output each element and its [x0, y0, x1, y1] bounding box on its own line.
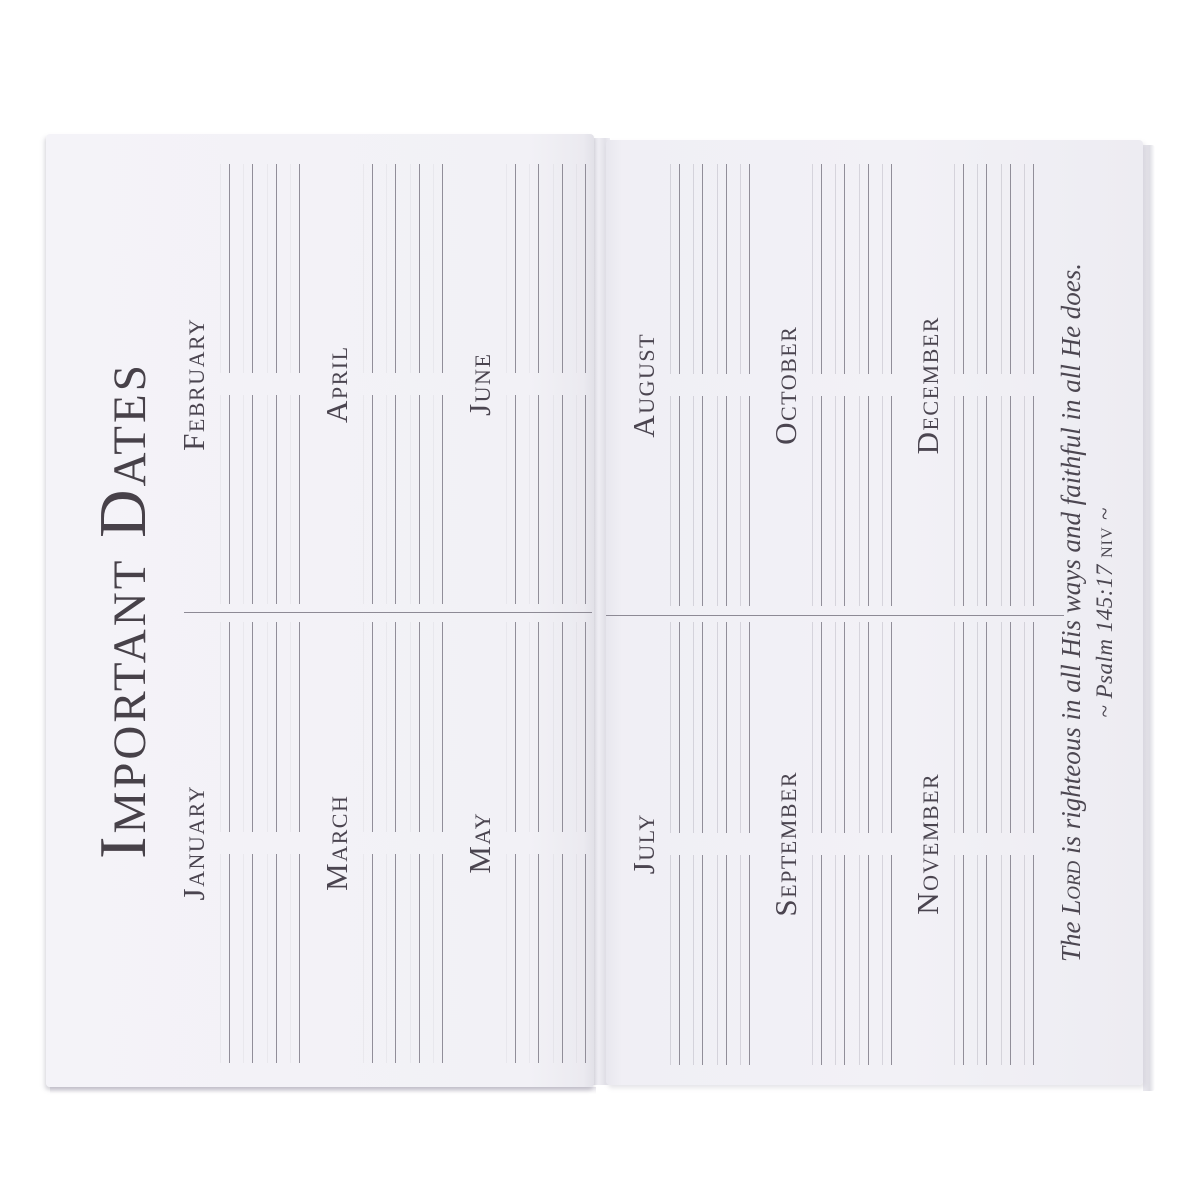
month-lines — [798, 164, 892, 607]
writing-line-row — [563, 623, 587, 1064]
month-label: July — [626, 813, 661, 875]
writing-line-row — [987, 164, 1011, 607]
writing-line-row — [253, 623, 277, 1064]
writing-line-row — [396, 623, 420, 1064]
month-label: June — [462, 352, 497, 416]
month-lines — [656, 164, 750, 607]
writing-line-segment — [276, 623, 277, 832]
writing-line-segment — [395, 395, 396, 604]
writing-line-segment — [1033, 164, 1034, 374]
writing-line-segment — [562, 395, 563, 604]
writing-line-segment — [419, 164, 420, 373]
writing-line-row — [964, 164, 988, 607]
month-block — [319, 164, 443, 605]
page-title: Important Dates — [86, 362, 160, 859]
writing-line-row — [277, 164, 301, 605]
writing-line-segment — [749, 855, 750, 1065]
writing-line-row — [822, 164, 846, 607]
writing-line-segment — [562, 854, 563, 1063]
writing-line-segment — [299, 395, 300, 604]
writing-line-row — [516, 164, 540, 605]
writing-line-segment — [372, 854, 373, 1063]
left-page — [46, 134, 594, 1087]
writing-line-segment — [821, 164, 822, 374]
left-months-grid — [176, 164, 611, 1063]
writing-line-row — [373, 623, 397, 1064]
writing-line-segment — [1033, 396, 1034, 606]
month-column — [176, 623, 611, 1064]
writing-line-segment — [702, 855, 703, 1065]
writing-line-segment — [515, 164, 516, 373]
verse-lord-smallcaps: Lord — [1056, 860, 1086, 915]
writing-line-row — [539, 623, 563, 1064]
writing-line-row — [1011, 623, 1035, 1066]
writing-line-segment — [821, 623, 822, 833]
writing-line-row — [703, 623, 727, 1066]
month-block — [910, 164, 1034, 607]
left-page-content — [46, 134, 594, 1087]
writing-line-segment — [679, 855, 680, 1065]
right-months-grid — [626, 164, 1058, 1065]
month-block — [768, 623, 892, 1066]
writing-line-segment — [963, 623, 964, 833]
writing-line-segment — [702, 623, 703, 833]
writing-line-segment — [276, 395, 277, 604]
writing-line-segment — [868, 855, 869, 1065]
writing-line-segment — [963, 855, 964, 1065]
right-page — [606, 140, 1143, 1085]
writing-line-segment — [252, 623, 253, 832]
writing-line-segment — [515, 623, 516, 832]
writing-line-segment — [726, 623, 727, 833]
writing-line-row — [373, 164, 397, 605]
writing-line-row — [703, 164, 727, 607]
writing-line-segment — [891, 855, 892, 1065]
writing-line-segment — [299, 164, 300, 373]
writing-line-segment — [299, 623, 300, 832]
month-block — [626, 623, 750, 1066]
month-label: December — [910, 316, 945, 455]
month-label: September — [768, 770, 803, 917]
month-label: April — [319, 345, 354, 424]
column-divider — [184, 612, 592, 613]
writing-line-segment — [821, 855, 822, 1065]
month-lines — [349, 623, 443, 1064]
writing-line-segment — [299, 854, 300, 1063]
writing-line-segment — [276, 164, 277, 373]
writing-line-row — [230, 164, 254, 605]
writing-line-segment — [749, 164, 750, 374]
writing-line-segment — [442, 164, 443, 373]
writing-line-segment — [986, 164, 987, 374]
verse-reference-text: ~ Psalm 145:17 — [1092, 557, 1118, 718]
writing-line-row — [563, 164, 587, 605]
month-column — [626, 623, 1058, 1066]
right-page-content — [606, 140, 1143, 1085]
writing-line-segment — [868, 164, 869, 374]
writing-line-row — [727, 164, 751, 607]
writing-line-segment — [585, 623, 586, 832]
month-label: November — [910, 772, 945, 915]
verse-line — [1055, 140, 1087, 1085]
writing-line-segment — [442, 623, 443, 832]
writing-line-segment — [1010, 623, 1011, 833]
writing-line-segment — [749, 623, 750, 833]
writing-line-segment — [229, 623, 230, 832]
page-stack-edge — [1143, 145, 1155, 1091]
writing-line-segment — [276, 854, 277, 1063]
writing-line-segment — [679, 164, 680, 374]
month-block — [319, 623, 443, 1064]
month-block — [462, 164, 586, 605]
month-block — [626, 164, 750, 607]
month-block — [176, 164, 300, 605]
writing-line-segment — [1033, 623, 1034, 833]
writing-line-segment — [891, 164, 892, 374]
month-lines — [940, 164, 1034, 607]
column-divider — [606, 615, 1064, 616]
writing-line-segment — [986, 855, 987, 1065]
verse-text: is righteous in all His ways and faithful in all He does. — [1056, 262, 1086, 861]
writing-line-row — [845, 164, 869, 607]
month-label: February — [176, 317, 211, 451]
writing-line-segment — [229, 395, 230, 604]
writing-line-segment — [821, 396, 822, 606]
writing-line-segment — [963, 164, 964, 374]
writing-line-segment — [395, 164, 396, 373]
writing-line-segment — [986, 623, 987, 833]
month-lines — [206, 164, 300, 605]
writing-line-segment — [1010, 855, 1011, 1065]
month-lines — [492, 623, 586, 1064]
writing-line-segment — [562, 164, 563, 373]
writing-line-segment — [419, 854, 420, 1063]
writing-line-segment — [963, 396, 964, 606]
writing-line-segment — [1033, 855, 1034, 1065]
writing-line-segment — [1010, 396, 1011, 606]
writing-line-segment — [538, 854, 539, 1063]
month-column — [626, 164, 1058, 607]
verse-reference — [1091, 140, 1119, 1085]
writing-line-segment — [538, 164, 539, 373]
writing-line-segment — [515, 395, 516, 604]
bible-version: niv — [1092, 526, 1118, 558]
writing-line-segment — [891, 396, 892, 606]
writing-line-row — [1011, 164, 1035, 607]
writing-line-segment — [585, 164, 586, 373]
writing-line-segment — [844, 396, 845, 606]
writing-line-segment — [585, 854, 586, 1063]
writing-line-segment — [395, 623, 396, 832]
month-column — [176, 164, 611, 605]
month-lines — [656, 623, 750, 1066]
writing-line-segment — [868, 396, 869, 606]
writing-line-segment — [986, 396, 987, 606]
month-block — [768, 164, 892, 607]
month-block — [462, 623, 586, 1064]
writing-line-row — [420, 623, 444, 1064]
writing-line-segment — [538, 623, 539, 832]
writing-line-row — [516, 623, 540, 1064]
scripture-verse — [1055, 140, 1119, 1085]
writing-line-segment — [702, 164, 703, 374]
writing-line-segment — [372, 395, 373, 604]
writing-line-row — [420, 164, 444, 605]
writing-line-segment — [891, 623, 892, 833]
month-lines — [940, 623, 1034, 1066]
writing-line-segment — [419, 623, 420, 832]
writing-line-row — [822, 623, 846, 1066]
writing-line-segment — [562, 623, 563, 832]
writing-line-segment — [252, 854, 253, 1063]
writing-line-segment — [229, 164, 230, 373]
writing-line-row — [680, 164, 704, 607]
month-label: August — [626, 332, 661, 438]
writing-line-segment — [726, 164, 727, 374]
writing-line-segment — [538, 395, 539, 604]
month-block — [176, 623, 300, 1064]
writing-line-segment — [585, 395, 586, 604]
writing-line-row — [869, 164, 893, 607]
writing-line-segment — [679, 623, 680, 833]
writing-line-row — [727, 623, 751, 1066]
writing-line-segment — [372, 623, 373, 832]
month-label: May — [462, 811, 497, 874]
writing-line-segment — [229, 854, 230, 1063]
writing-line-row — [230, 623, 254, 1064]
month-label: October — [768, 325, 803, 445]
month-label: January — [176, 785, 211, 901]
writing-line-row — [253, 164, 277, 605]
month-lines — [206, 623, 300, 1064]
writing-line-segment — [395, 854, 396, 1063]
writing-line-segment — [726, 396, 727, 606]
writing-line-row — [277, 623, 301, 1064]
writing-line-segment — [1010, 164, 1011, 374]
writing-line-row — [680, 623, 704, 1066]
writing-line-segment — [419, 395, 420, 604]
month-lines — [492, 164, 586, 605]
writing-line-row — [987, 623, 1011, 1066]
writing-line-segment — [252, 164, 253, 373]
verse-reference-text: ~ — [1092, 507, 1118, 527]
writing-line-segment — [252, 395, 253, 604]
month-block — [910, 623, 1034, 1066]
writing-line-segment — [372, 164, 373, 373]
writing-line-row — [539, 164, 563, 605]
writing-line-segment — [702, 396, 703, 606]
writing-line-segment — [726, 855, 727, 1065]
writing-line-segment — [844, 855, 845, 1065]
writing-line-segment — [868, 623, 869, 833]
writing-line-segment — [442, 854, 443, 1063]
month-lines — [798, 623, 892, 1066]
writing-line-row — [396, 164, 420, 605]
verse-text: The — [1056, 914, 1086, 963]
writing-line-segment — [679, 396, 680, 606]
writing-line-row — [964, 623, 988, 1066]
writing-line-segment — [442, 395, 443, 604]
month-lines — [349, 164, 443, 605]
writing-line-row — [869, 623, 893, 1066]
writing-line-segment — [844, 623, 845, 833]
page-stack-bottom-edge — [50, 1087, 596, 1094]
month-label: March — [319, 794, 354, 891]
writing-line-segment — [749, 396, 750, 606]
writing-line-row — [845, 623, 869, 1066]
writing-line-segment — [844, 164, 845, 374]
writing-line-segment — [515, 854, 516, 1063]
